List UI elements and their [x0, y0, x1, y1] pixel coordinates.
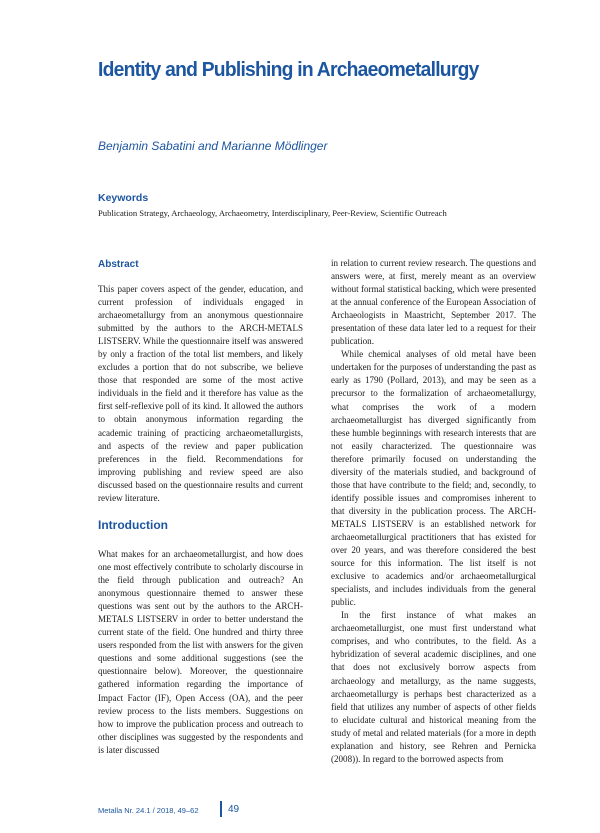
article-authors: Benjamin Sabatini and Marianne Mödlinger: [98, 139, 328, 153]
introduction-paragraph: What makes for an archaeometallurgist, and how does one most effectively contribute to scholarly discourse in the field through publication and outreach? An anonymous questionnaire themed to answer these questions was sent out by the authors to the ARCH-METALS LISTSERV in order to better understand the current state of the field. One hundred and thirty three users responded from the list with answers for the given questions and some additional suggestions (see the questionnaire below). Moreover, the questionnaire gathered information regarding the importance of Impact Factor (IF), Open Access (OA), and the peer review process to the lists members. Suggestions on how to improve the publication process and outreach to other disciplines was suggested by the respondents and is later discussed: [98, 549, 303, 755]
keywords-text: Publication Strategy, Archaeology, Archaeometry, Interdisciplinary, Peer-Review, Scientific Outreach: [98, 208, 447, 218]
footer-journal-info: Metalla Nr. 24.1 / 2018, 49–62: [98, 806, 199, 815]
abstract-paragraph: This paper covers aspect of the gender, education, and current profession of individuals engaged in archaeometallurgy from an anonymous questionnaire submitted by the authors to the ARCH-METALS LISTSERV. While the questionnaire itself was answered by only a fraction of the total list members, and likely excludes a portion that do not subscribe, we believe those that responded are some of the most active individuals in the field and it therefore has value as the first self-reflexive poll of its kind. It allowed the authors to obtain anonymous information regarding the academic training of practicing archaeometallurgists, and aspects of the review and paper publication preferences in the field. Recommendations for improving publishing and review speed are also discussed based on the questionnaire results and current review literature.: [98, 284, 303, 503]
abstract-body: [98, 283, 303, 505]
right-paragraph-3: In the first instance of what makes an archaeometallurgist, one must first understand what comprises, and who contributes, to the field. As a hybridization of several academic disciplines, and one that does not exclusively borrow aspects from archaeology and metallurgy, as the name suggests, archaeometallurgy is perhaps best characterized as a field that utilizes any number of aspects of other fields to elucidate cultural and historical meaning from the study of metal and related materials (for a more in depth explanation and history, see Rehren and Pernicka (2008)). In regard to the borrowed aspects from: [331, 610, 536, 764]
introduction-body: [98, 548, 303, 757]
article-title: Identity and Publishing in Archaeometallurgy: [98, 58, 479, 81]
right-column: [331, 257, 536, 766]
footer-separator: [220, 801, 222, 817]
introduction-heading: Introduction: [98, 518, 168, 532]
right-paragraph-2: While chemical analyses of old metal have been undertaken for the purposes of understanding the past as early as 1790 (Pollard, 2013), and may be seen as a precursor to the formalization of archaeometallurgy, what comprises the work of a modern archaeometallurgist has diverged significantly from these humble beginnings with research interests that are not easily characterized. The questionnaire was therefore primarily focused on understanding the diversity of the materials studied, and background of those that have contribute to the field; and, secondly, to identify possible issues and compromises inherent to that diversity in the publication process. The ARCH-METALS LISTSERV is an established network for archaeometallurgical practitioners that has existed for over 20 years, and was therefore considered the best source for this information. The list itself is not exclusive to academics and/or archaeometallurgical specialists, and includes individuals from the general public.: [331, 349, 536, 608]
keywords-heading: Keywords: [98, 192, 149, 204]
page-number: 49: [228, 804, 240, 815]
abstract-heading: Abstract: [98, 259, 139, 270]
right-paragraph-1: in relation to current review research. The questions and answers were, at first, merely meant as an overview without formal statistical backing, which were presented at the annual conference of the European Association of Archaeologists in Maastricht, September 2017. The presentation of these data later led to a request for their publication.: [331, 258, 536, 347]
